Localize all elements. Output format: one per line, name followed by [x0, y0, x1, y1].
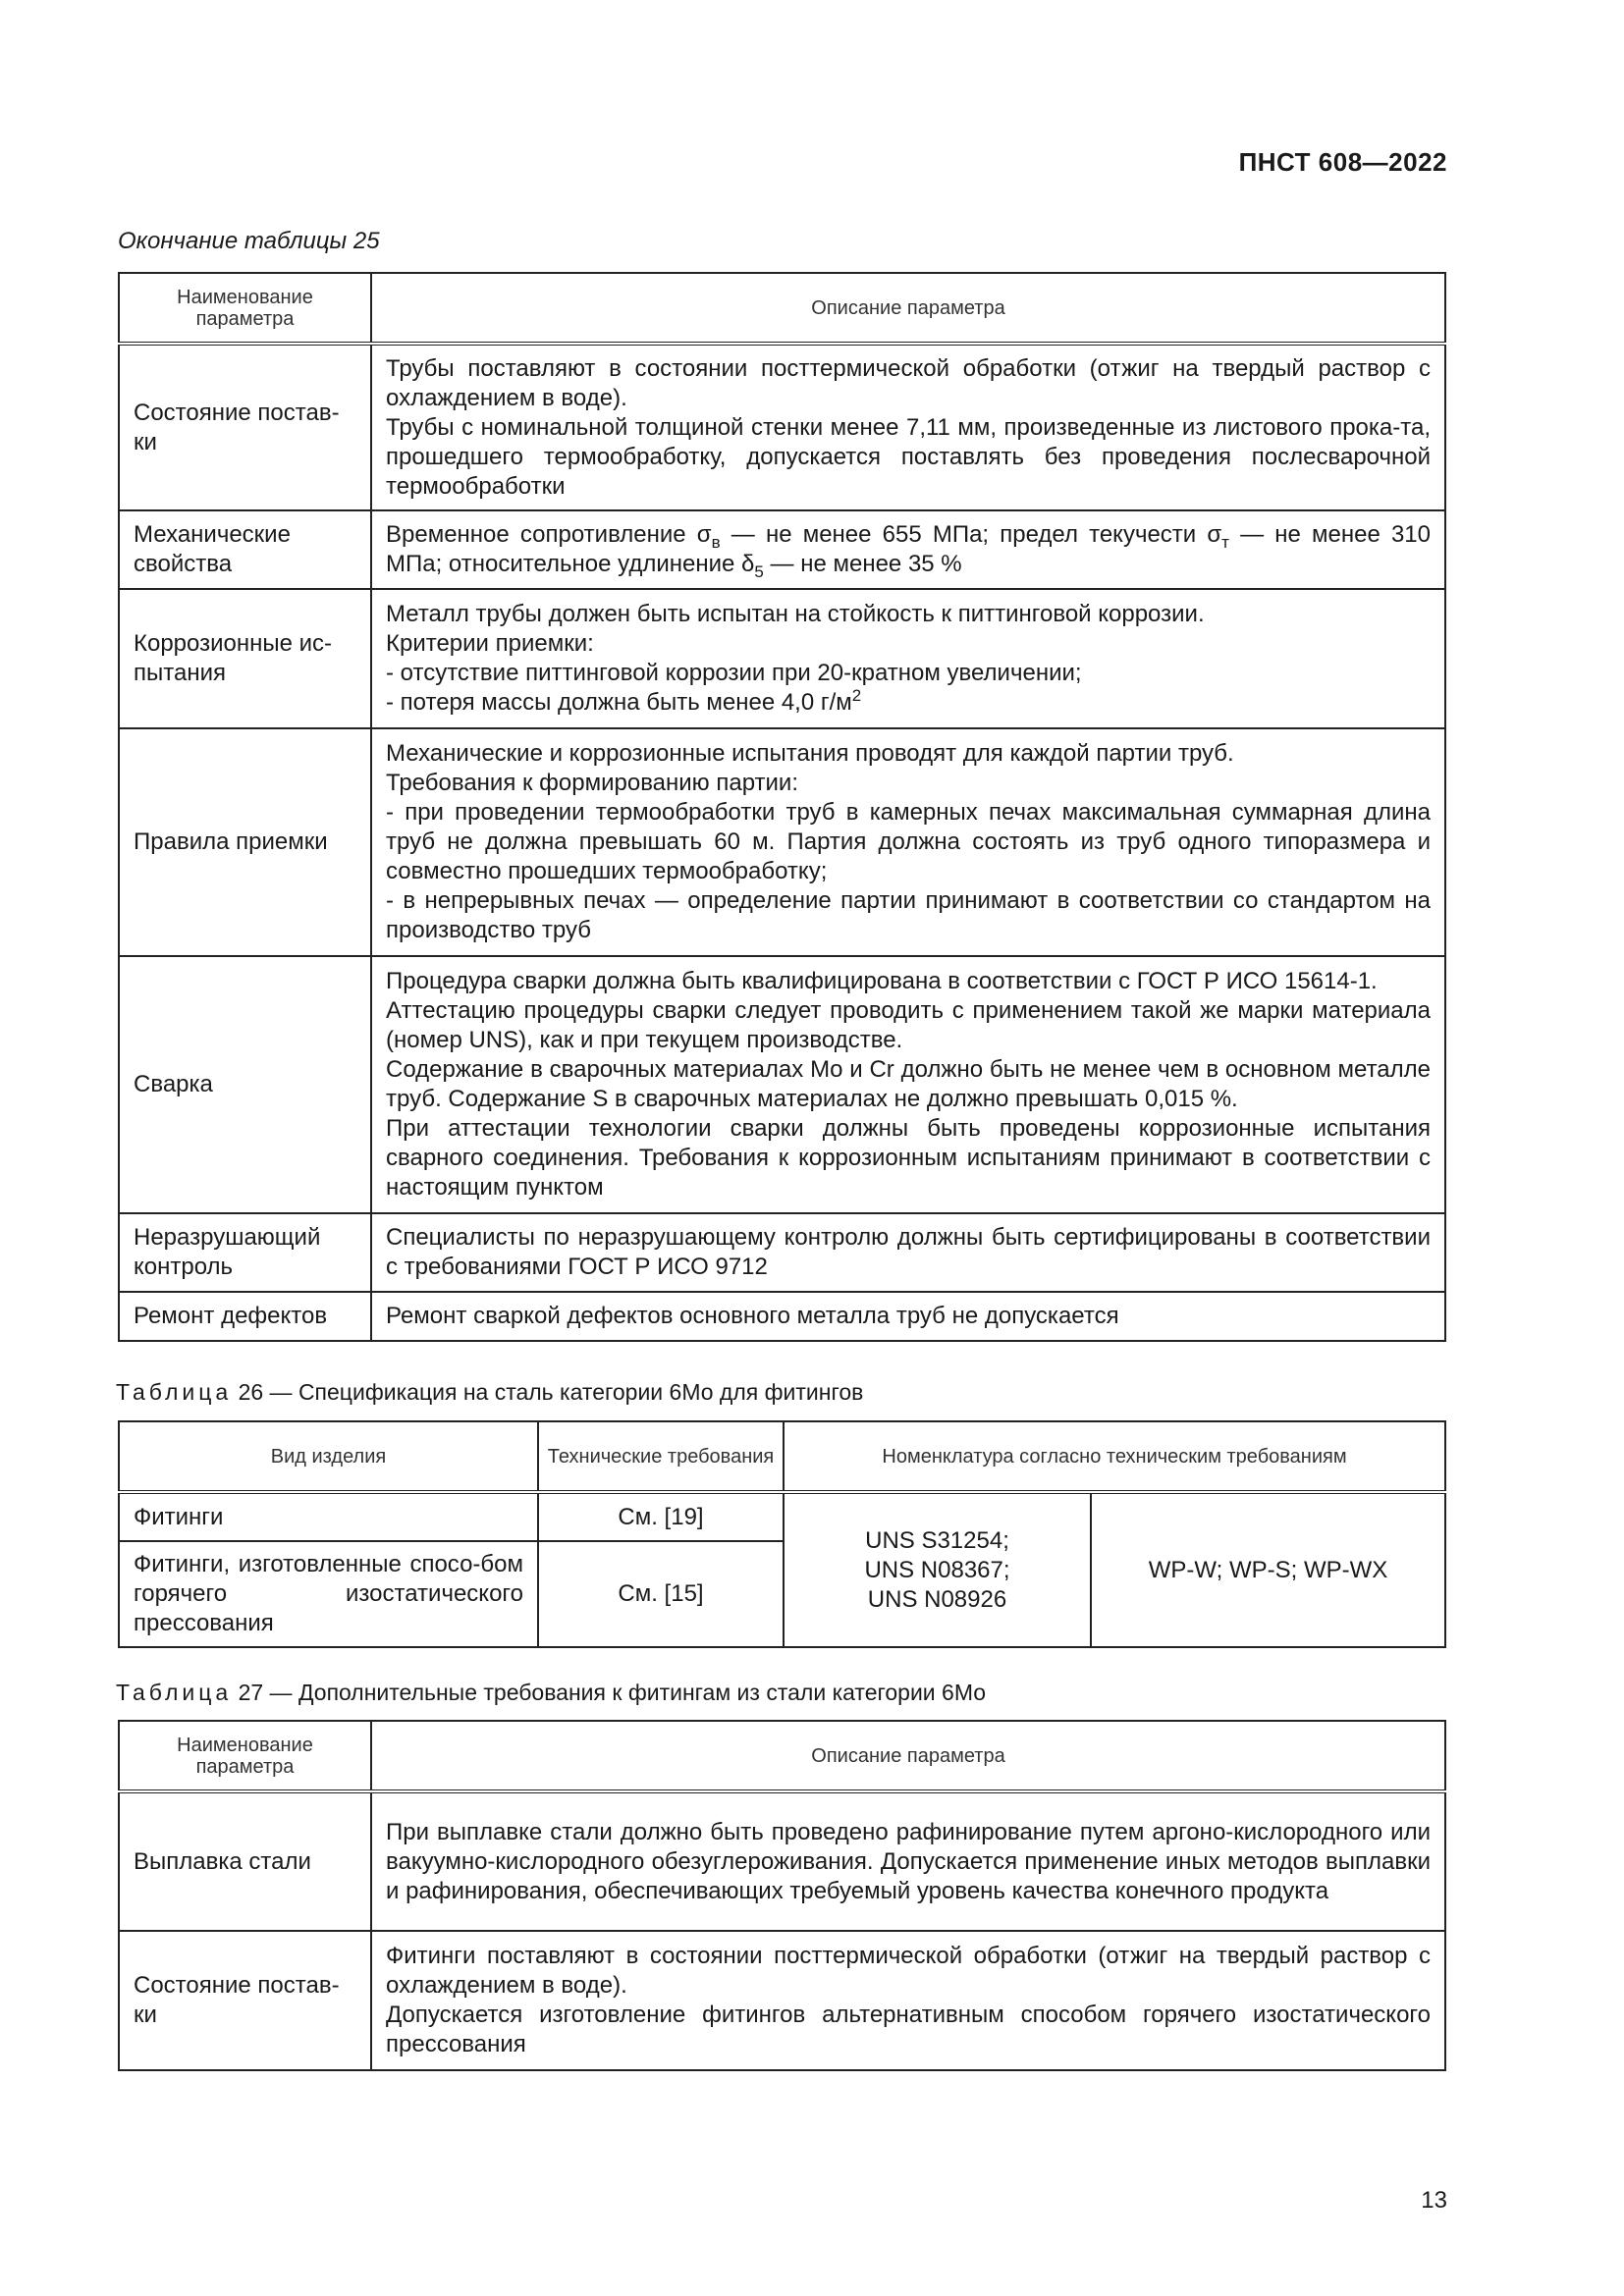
product-name: Фитинги, изготовленные спосо-бом горячего изостатического прессования [119, 1541, 538, 1647]
param-desc: Временное сопротивление $\sigma_в$ — не менее 655 МПа; предел текучести $\sigma_т$ — не менее 310 МПа; относительное удлинение $\delta_5$ — не менее 35 % [371, 510, 1445, 589]
table26 [118, 1420, 1446, 1648]
param-desc: Фитинги поставляют в состоянии посттермической обработки (отжиг на твердый раствор с охлаждением в воде). Допускается изготовление фитингов альтернативным способом горячего изостатического прессования [371, 1931, 1445, 2070]
table27 [118, 1720, 1446, 2071]
table26-header-tech: Технические требования [538, 1421, 784, 1492]
table25-caption: Окончание таблицы 25 [118, 228, 380, 254]
table26-caption: Таблица 26 — Спецификация на сталь категории 6Мо для фитингов [116, 1379, 864, 1405]
table-row [119, 1213, 1445, 1292]
table-row [119, 1791, 1445, 1931]
param-desc: Механические и коррозионные испытания проводят для каждой партии труб. Требования к формированию партии: - при проведении термообработки труб в камерных печах максимальная суммарная длина труб не должна превышать 60 м. Партия должна состоять из труб одного типоразмера и совместно прошедших термообработку; - в непрерывных печах — определение партии принимают в соответствии со стандартом на производство труб [371, 728, 1445, 956]
param-name: Коррозионные ис-пытания [119, 589, 371, 728]
table-row [119, 1492, 1445, 1541]
table26-header-product: Вид изделия [119, 1421, 538, 1492]
page-number: 13 [1421, 2187, 1447, 2214]
product-name: Фитинги [119, 1492, 538, 1541]
table-row [119, 510, 1445, 589]
param-name: Правила приемки [119, 728, 371, 956]
param-desc: При выплавке стали должно быть проведено рафинирование путем аргоно-кислородного или вакуумно-кислородного обезуглероживания. Допускается применение иных методов выплавки и рафинирования, обеспечивающих требуемый уровень качества конечного продукта [371, 1791, 1445, 1931]
param-name: Состояние постав-ки [119, 1931, 371, 2070]
table-row [119, 728, 1445, 956]
table27-header-desc: Описание параметра [371, 1721, 1445, 1791]
param-name: Механические свойства [119, 510, 371, 589]
param-desc: Ремонт сваркой дефектов основного металла труб не допускается [371, 1292, 1445, 1341]
table-row [119, 1931, 1445, 2070]
table26-header-nomenclature: Номенклатура согласно техническим требованиям [784, 1421, 1445, 1492]
table27-header-name: Наименование параметра [119, 1721, 371, 1791]
param-name: Неразрушающий контроль [119, 1213, 371, 1292]
tech-ref: См. [19] [538, 1492, 784, 1541]
param-desc: Специалисты по неразрушающему контролю должны быть сертифицированы в соответствии с требованиями ГОСТ Р ИСО 9712 [371, 1213, 1445, 1292]
param-desc: Процедура сварки должна быть квалифицирована в соответствии с ГОСТ Р ИСО 15614-1. Аттестацию процедуры сварки следует проводить с применением такой же марки материала (номер UNS), как и при текущем производстве. Содержание в сварочных материалах Mo и Cr должно быть не менее чем в основном металле труб. Содержание S в сварочных материалах не должно превышать 0,015 %. При аттестации технологии сварки должны быть проведены коррозионные испытания сварного соединения. Требования к коррозионным испытаниям принимают в соответствии с настоящим пунктом [371, 956, 1445, 1213]
table-row [119, 589, 1445, 728]
tech-ref: См. [15] [538, 1541, 784, 1647]
table-row [119, 956, 1445, 1213]
table27-caption: Таблица 27 — Дополнительные требования к фитингам из стали категории 6Мо [116, 1680, 987, 1705]
table-row [119, 1292, 1445, 1341]
param-name: Ремонт дефектов [119, 1292, 371, 1341]
param-desc: Трубы поставляют в состоянии посттермической обработки (отжиг на твердый раствор с охлаждением в воде). Трубы с номинальной толщиной стенки менее 7,11 мм, произведенные из листового прока-та, прошедшего термообработку, допускается поставлять без проведения послесварочной термообработки [371, 344, 1445, 510]
param-desc: Металл трубы должен быть испытан на стойкость к питтинговой коррозии. Критерии приемки: - отсутствие питтинговой коррозии при 20-кратном увеличении; - потеря массы должна быть менее 4,0 $г/м^2$ [371, 589, 1445, 728]
uns-list: UNS S31254; UNS N08367; UNS N08926 [784, 1492, 1091, 1647]
table25-header-desc: Описание параметра [371, 273, 1445, 344]
table-row [119, 344, 1445, 510]
grades: WP-W; WP-S; WP-WX [1091, 1492, 1445, 1647]
param-name: Сварка [119, 956, 371, 1213]
param-name: Выплавка стали [119, 1791, 371, 1931]
table25 [118, 272, 1446, 1342]
table25-header-name: Наименование параметра [119, 273, 371, 344]
param-name: Состояние постав-ки [119, 344, 371, 510]
document-code: ПНСТ 608—2022 [1238, 147, 1447, 177]
